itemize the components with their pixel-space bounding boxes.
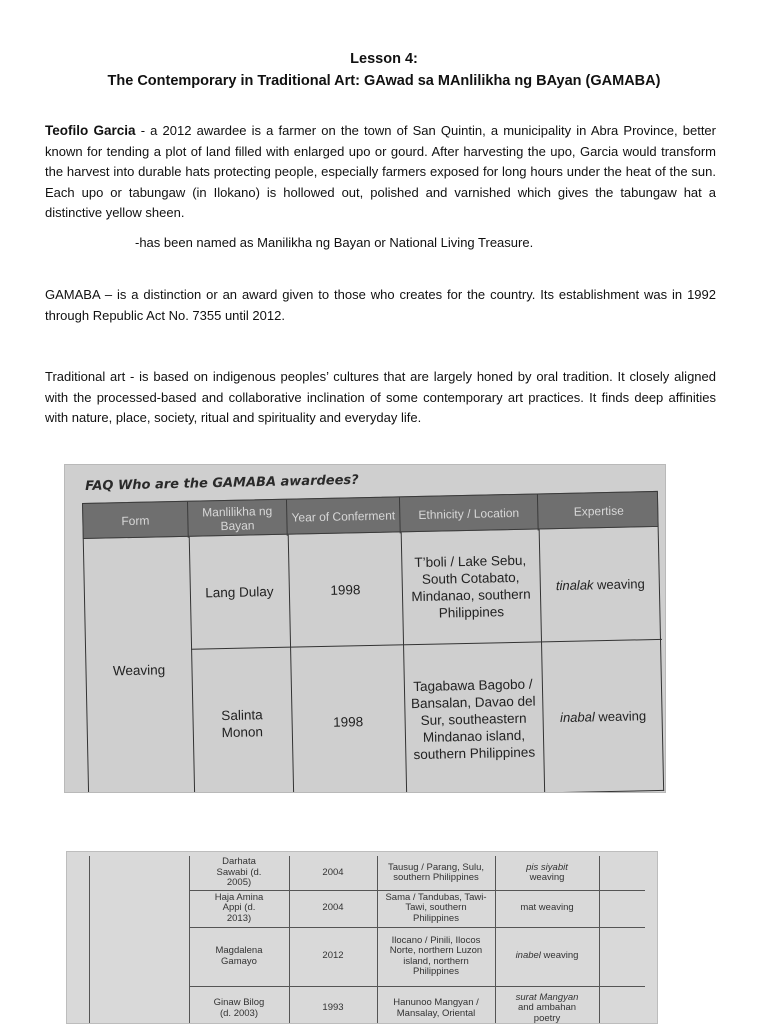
expertise-rest: weaving <box>593 575 645 592</box>
expertise-cell <box>541 639 665 793</box>
form-cell-weaving: Weaving <box>112 661 166 678</box>
header-expertise: Expertise <box>573 503 624 519</box>
expertise-rest: weaving <box>594 707 647 724</box>
awardee-name-cell: Lang Dulay <box>205 583 274 600</box>
gamaba-definition: GAMABA – is a distinction or an award given to those who creates for the country. Its establishment was in 1992 through Republic Act No. 7355 until 2012. <box>45 287 716 323</box>
expertise-cell: pis siyabit weaving <box>526 861 568 883</box>
traditional-art-definition: Traditional art - is based on indigenous peoples’ cultures that are largely honed by oral tradition. It closely aligned with the processed-based and collaborative inclination of some contemporary art practices. It finds deep affinities with nature, place, society, ritual and spirituality and everyday life. <box>45 369 716 425</box>
expertise-cell: inabel weaving <box>515 950 579 962</box>
ethnicity-cell: Tagabawa Bagobo / Bansalan, Davao del Sur, southeastern Mindanao island, southern Philippines <box>410 676 536 762</box>
header-form: Form <box>83 502 189 540</box>
year-cell: 1998 <box>332 713 364 730</box>
lesson-title: The Contemporary in Traditional Art: GAwad sa MAnlilikha ng BAyan (GAMABA) <box>107 73 661 89</box>
table-body <box>83 527 664 793</box>
ethnicity-cell: Hanunoo Mangyan / Mansalay, Oriental <box>393 997 479 1019</box>
year-cell: 2004 <box>322 902 344 914</box>
awardees-table-continuation <box>89 856 645 1024</box>
header-year: Year of Conferment <box>287 497 401 535</box>
living-treasure-note: -has been named as Manilikha ng Bayan or National Living Treasure. <box>135 235 534 250</box>
awardee-name-cell: Haja Amina Appi (d. 2013) <box>214 891 264 924</box>
year-cell: 1998 <box>330 581 361 598</box>
faq-caption: FAQ Who are the GAMABA awardees? <box>85 472 359 494</box>
awardee-name-cell: Ginaw Bilog (d. 2003) <box>213 997 265 1019</box>
awardee-name-cell: Salinta Monon <box>221 707 264 741</box>
expertise-cell: surat Mangyan and ambahan poetry <box>515 991 579 1024</box>
awardee-description: - a 2012 awardee is a farmer on the town of San Quintin, a municipality in Abra Province, better known for tending a plot of land filled with enlarged upo or gourd. After harvesting the upo, Garcia would transform the harvest into durable hats protecting people, especially farmers exposed for long hours under the heat of the sun. Each upo or tabungaw (in Ilokano) is hollowed out, polished and varnished which gives the tabungaw hat a distinctive yellow sheen. <box>45 123 716 220</box>
year-cell: 2012 <box>322 950 344 962</box>
lesson-number: Lesson 4: <box>350 51 418 67</box>
ethnicity-cell: Tausug / Parang, Sulu, southern Philippines <box>387 861 485 883</box>
header-ethnicity: Ethnicity / Location <box>400 494 539 533</box>
ethnicity-cell: Sama / Tandubas, Tawi-Tawi, southern Philippines <box>385 891 487 924</box>
teofilo-garcia-paragraph <box>45 121 716 224</box>
ethnicity-cell: T’boli / Lake Sebu, South Cotabato, Mindanao, southern Philippines <box>411 552 531 621</box>
expertise-term: tinalak <box>555 576 594 593</box>
awardee-name-cell: Magdalena Gamayo <box>215 945 263 967</box>
awardee-name-cell: Darhata Sawabi (d. 2005) <box>216 856 262 889</box>
awardees-table-photo <box>64 464 666 793</box>
header-manlilikha: Manlilikha ng Bayan <box>188 500 288 538</box>
year-cell: 2004 <box>322 866 344 878</box>
expertise-term: inabal <box>559 708 595 725</box>
ethnicity-cell: Ilocano / Pinili, Ilocos Norte, northern Luzon island, northern Philippines <box>389 934 483 977</box>
expertise-cell: mat weaving <box>520 902 574 914</box>
awardees-table-continuation-photo <box>66 851 658 1024</box>
awardees-table <box>82 491 664 793</box>
year-cell: 1993 <box>322 1002 344 1014</box>
expertise-cell <box>539 527 662 642</box>
awardee-name: Teofilo Garcia <box>45 123 136 138</box>
